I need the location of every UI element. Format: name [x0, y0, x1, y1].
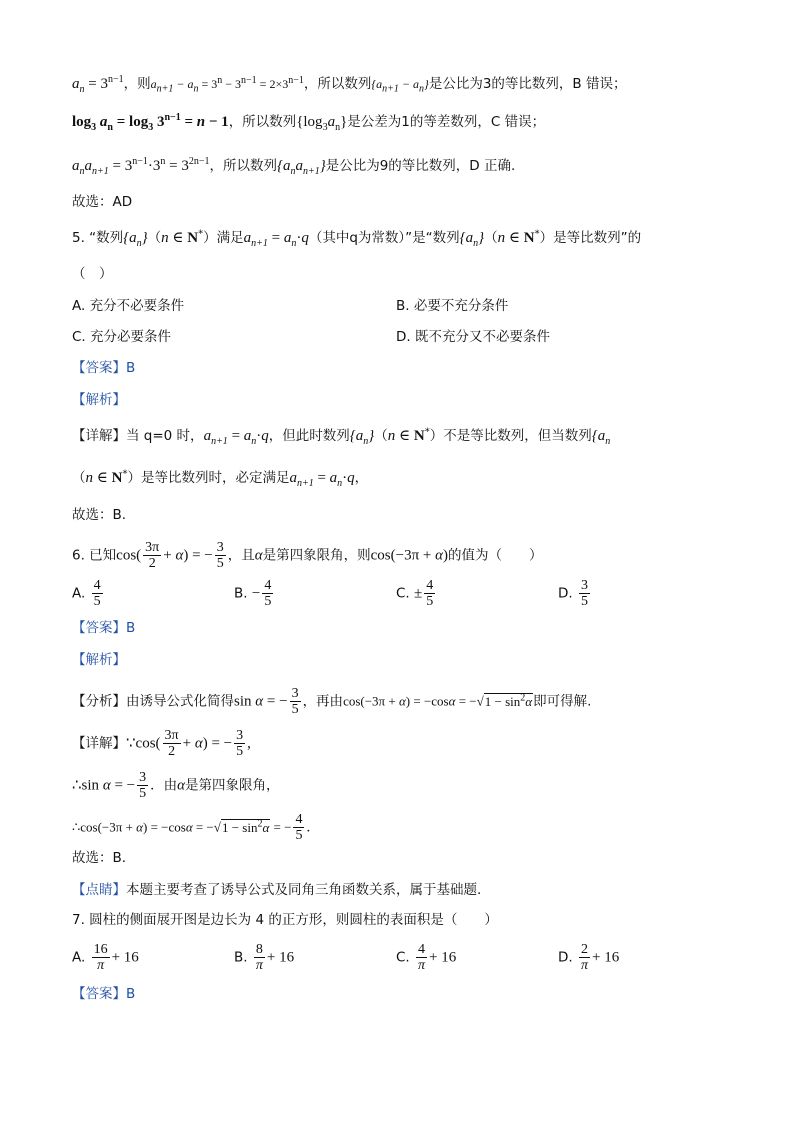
q6-detail-line1: 【详解】∵cos( $\frac{3\pi}{2}$ + α) = − $\frac{3}{5}$ ,	[72, 728, 251, 759]
q5-detail-line1: 【详解】当 q=0 时，$a_{n+1} = a_n\cdot q$，但此时数列$\{a_n\}(n$ ∈ N*）不是等比数列，但当数列{$a_n$	[72, 426, 611, 447]
q6-stem: 6. 已知cos( $\frac{3\pi}{2}$ + α) = − $\frac{3}{5}$ ，且α是第四象限角，则cos(−3π + α)的值为（ ）	[72, 540, 543, 571]
q5-paren: （ ）	[72, 266, 113, 282]
q6-option-d: D. $\frac{3}{5}$	[558, 578, 588, 609]
q7-answer: 【答案】B	[72, 986, 136, 1002]
q6-detail-line3: ∴cos(−3π + $\alpha) = -\cos\alpha = -√1 - \sin^2\alpha$ = − $\frac{4}{5}$ .	[72, 812, 311, 843]
q5-option-b: B. 必要不充分条件	[396, 298, 509, 314]
q6-dianjing: 【点睛】本题主要考查了诱导公式及同角三角函数关系，属于基础题.	[72, 882, 482, 898]
q7-option-c: C. $\frac{4}{\pi}$ + 16	[396, 942, 457, 973]
solution-line-d: $a_na_{n+1} = 3^{n-1}\cdot 3^n = 3^{2n-1}$，所以数列$\{a_na_{n+1}\}$是公比为9的等比数列，D 正确.	[72, 156, 516, 177]
q6-detail-line2: ∴sin α = − $\frac{3}{5}$ ．由α是第四象限角，	[72, 770, 280, 801]
solution-line-b: $a_n = 3^{n-1}$，则$a_{n+1} - a_n = 3^n - 3^{n-1} = 2\times 3^{n-1}$，所以数列$\{a_{n+1} - a_n\}$是公比为3的等比数列，B 错误；	[72, 74, 627, 95]
q5-answer: 【答案】B	[72, 360, 136, 376]
q5-stem: 5. “数列$\{a_n\}(n$ ∈ N*）满足$a_{n+1} = a_n\cdot q$（其中q为常数）”是“数列$\{a_n\}(n$ ∈ N*）是等比数列”的	[72, 228, 642, 249]
q5-choose: 故选：B.	[72, 507, 127, 523]
q6-choose: 故选：B.	[72, 850, 127, 866]
q5-option-a: A. 充分不必要条件	[72, 298, 185, 314]
q7-option-d: D. $\frac{2}{\pi}$ + 16	[558, 942, 620, 973]
q6-option-a: A. $\frac{4}{5}$	[72, 578, 101, 609]
solution-line-c: $\log_3 a_n = \log_3 3^{n-1} = n - 1$，所以数列$\{\log_3a_n\}$是公差为1的等差数列，C 错误；	[72, 112, 546, 133]
choose-ad: 故选：AD	[72, 194, 133, 210]
q7-stem: 7. 圆柱的侧面展开图是边长为 4 的正方形，则圆柱的表面积是（ ）	[72, 912, 498, 928]
q6-analysis-heading: 【解析】	[72, 652, 126, 668]
q6-option-b: B. − $\frac{4}{5}$	[234, 578, 272, 609]
q7-option-a: A. $\frac{16}{\pi}$ + 16	[72, 942, 139, 973]
q6-answer: 【答案】B	[72, 620, 136, 636]
q6-option-c: C. ± $\frac{4}{5}$	[396, 578, 434, 609]
q5-option-c: C. 充分必要条件	[72, 329, 172, 345]
q5-analysis-heading: 【解析】	[72, 392, 126, 408]
q5-detail-line2: （n ∈ N*）是等比数列时，必定满足$a_{n+1} = a_n\cdot q$，	[72, 468, 369, 489]
q7-option-b: B. $\frac{8}{\pi}$ + 16	[234, 942, 295, 973]
q5-option-d: D. 既不充分又不必要条件	[396, 329, 550, 345]
q6-fenxi: 【分析】由诱导公式化简得sin α = − $\frac{3}{5}$ ，再由$\cos(-3\pi + \alpha) = -\cos\alpha = -√1 - \sin^2\alpha$即可得解.	[72, 686, 592, 717]
